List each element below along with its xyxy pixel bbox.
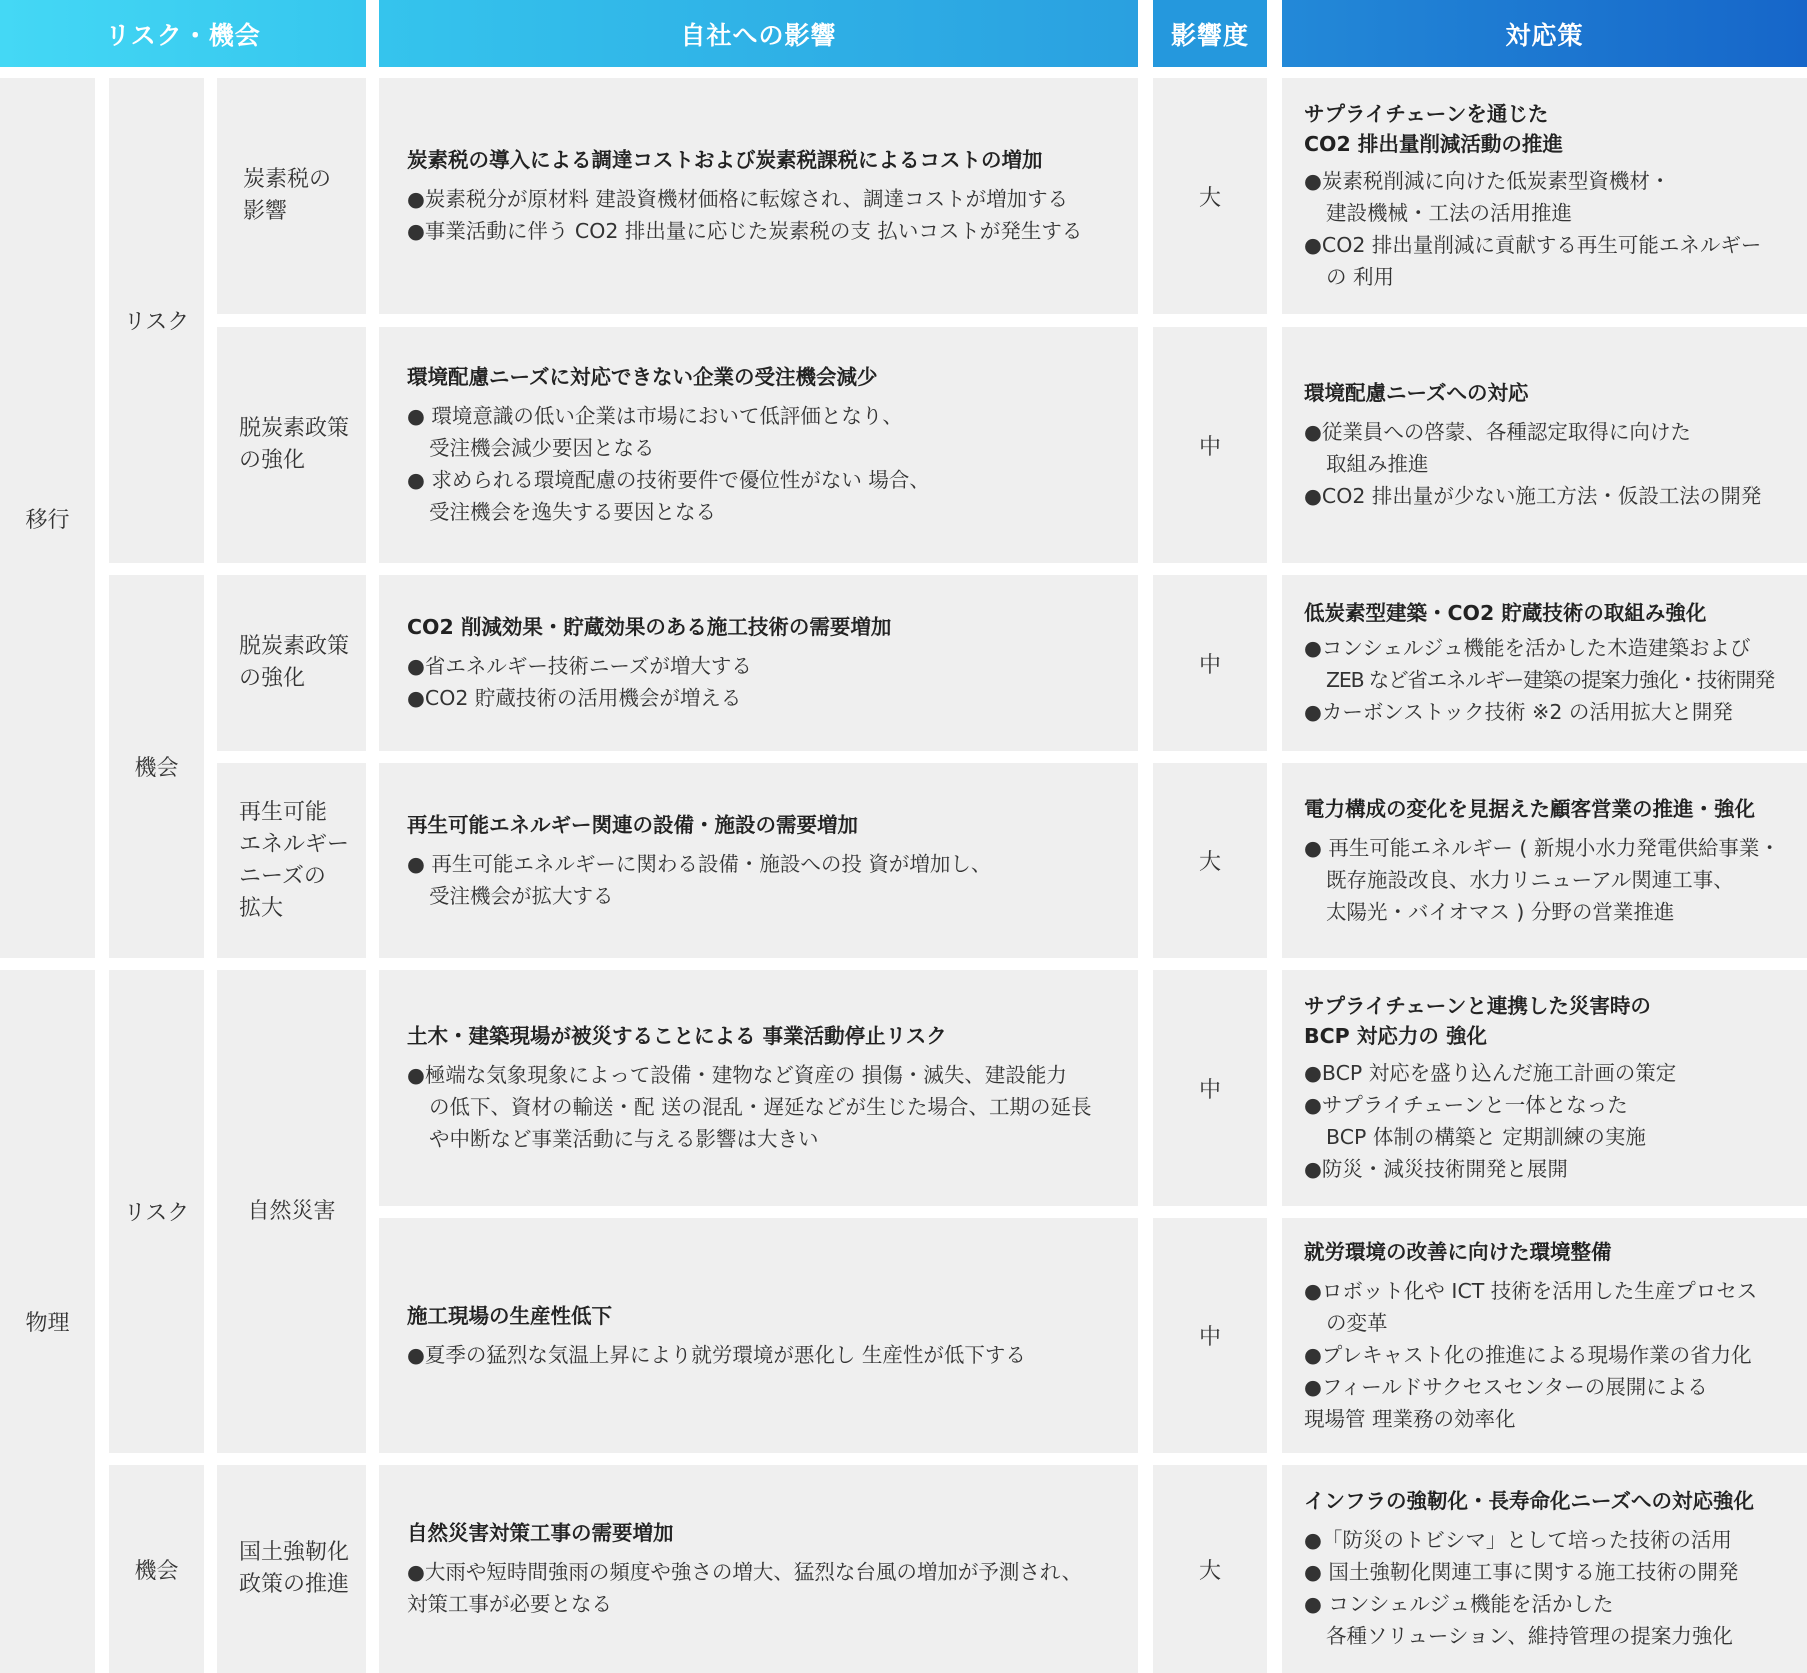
measure-line: ●従業員への啓蒙、各種認定取得に向けた <box>1304 420 1691 444</box>
type-risk-physical <box>109 970 204 1453</box>
factor-national-resilience <box>217 1465 366 1673</box>
degree-row-2 <box>1153 327 1267 563</box>
measure-title-line: サプライチェーンを通じた <box>1304 102 1549 126</box>
impact-line: ●事業活動に伴う CO2 排出量に応じた炭素税の支 払いコストが発生する <box>407 219 1083 243</box>
measure-row-4 <box>1282 763 1807 958</box>
measure-title-line: サプライチェーンと連携した災害時の <box>1304 994 1651 1018</box>
measure-line: 太陽光・バイオマス ) 分野の営業推進 <box>1326 899 1675 924</box>
degree-value: 大 <box>1198 185 1221 211</box>
measure-line: ●炭素税削減に向けた低炭素型資機材・ <box>1304 169 1671 193</box>
measure-line: ●サプライチェーンと一体となった <box>1304 1093 1628 1117</box>
impact-line: ● 求められる環境配慮の技術要件で優位性がない 場合、 <box>407 468 930 492</box>
measure-title <box>1304 99 1801 159</box>
measure-line: の変革 <box>1326 1310 1388 1335</box>
impact-line: の低下、資材の輸送・配 送の混乱・遅延などが生じた場合、工期の延長 <box>429 1095 1092 1119</box>
measure-title <box>1304 991 1801 1051</box>
impact-line: ●炭素税分が原材料 建設資機材価格に転嫁され、調達コストが増加する <box>407 187 1069 211</box>
measure-line: ●CO2 排出量が少ない施工方法・仮設工法の開発 <box>1304 484 1762 508</box>
measure-title-line: 電力構成の変化を見据えた顧客営業の推進・強化 <box>1304 796 1755 821</box>
factor-line: 自然災害 <box>247 1198 336 1224</box>
measure-title-line: 低炭素型建築・CO2 貯蔵技術の取組み強化 <box>1304 601 1707 625</box>
type-opportunity-label: 機会 <box>134 756 179 781</box>
measure-line: 取組み推進 <box>1326 452 1429 476</box>
factor-line: 脱炭素政策 <box>239 416 350 441</box>
factor-line: 脱炭素政策 <box>239 634 350 659</box>
factor-line: 拡大 <box>239 895 284 921</box>
measure-title-line: インフラの強靭化・長寿命化ニーズへの対応強化 <box>1304 1489 1754 1513</box>
measure-line: ● 再生可能エネルギー ( 新規小水力発電供給事業・ <box>1304 835 1780 860</box>
impact-line: や中断など事業活動に与える影響は大きい <box>429 1127 819 1151</box>
header-degree: 影響度 <box>1153 0 1267 67</box>
measure-title <box>1304 1237 1801 1267</box>
type-risk-label: リスク <box>123 310 190 335</box>
impact-row-3 <box>379 575 1138 751</box>
measure-row-3 <box>1282 575 1807 751</box>
category-transition-label: 移行 <box>25 507 70 533</box>
degree-row-5 <box>1153 970 1267 1206</box>
factor-renewable-energy <box>217 763 366 958</box>
measure-line: ●コンシェルジュ機能を活かした木造建築および <box>1304 636 1751 660</box>
factor-line: 国土強靭化 <box>239 1540 350 1565</box>
impact-row-7 <box>379 1465 1138 1673</box>
type-opportunity-physical <box>109 1465 204 1673</box>
impact-line: 受注機会を逸失する要因となる <box>429 500 716 524</box>
measure-line: 建設機械・工法の活用推進 <box>1326 201 1572 225</box>
measure-line: ●ロボット化や ICT 技術を活用した生産プロセス <box>1304 1278 1758 1303</box>
factor-line: の強化 <box>239 666 306 691</box>
type-risk-transition <box>109 78 204 563</box>
degree-value: 中 <box>1198 434 1221 460</box>
header-measures: 対応策 <box>1282 0 1807 67</box>
factor-line: の強化 <box>239 448 306 473</box>
category-transition <box>0 78 95 958</box>
category-physical-label: 物理 <box>25 1311 70 1336</box>
measure-line: ● コンシェルジュ機能を活かした <box>1304 1592 1614 1616</box>
type-opportunity-label: 機会 <box>134 1558 179 1584</box>
impact-title: CO2 削減効果・貯蔵効果のある施工技術の需要増加 <box>407 615 892 639</box>
measure-line: ●防災・減災技術開発と展開 <box>1304 1157 1568 1181</box>
factor-decarbonization-opportunity <box>217 575 366 751</box>
measure-title-line: BCP 対応力の 強化 <box>1304 1024 1487 1048</box>
impact-title: 土木・建築現場が被災することによる 事業活動停止リスク <box>407 1024 947 1048</box>
measure-line: ●カーボンストック技術 ※2 の活用拡大と開発 <box>1304 700 1733 724</box>
degree-value: 大 <box>1198 1558 1221 1584</box>
factor-line: 炭素税の <box>243 167 332 192</box>
measure-line: ●CO2 排出量削減に貢献する再生可能エネルギー <box>1304 233 1762 257</box>
measure-line: ●BCP 対応を盛り込んだ施工計画の策定 <box>1304 1061 1677 1085</box>
factor-line: 再生可能 <box>239 799 328 825</box>
measure-line: 既存施設改良、水力リニューアル関連工事、 <box>1326 867 1734 892</box>
measure-row-6 <box>1282 1218 1807 1453</box>
measure-line: BCP 体制の構築と 定期訓練の実施 <box>1326 1125 1646 1149</box>
impact-line: 対策工事が必要となる <box>407 1592 612 1616</box>
impact-line: 受注機会が拡大する <box>429 883 614 908</box>
impact-row-2 <box>379 327 1138 563</box>
factor-carbon-tax <box>217 78 366 314</box>
impact-title: 炭素税の導入による調達コストおよび炭素税課税によるコストの増加 <box>407 148 1043 172</box>
impact-row-4 <box>379 763 1138 958</box>
measure-line: ●フィールドサクセスセンターの展開による <box>1304 1374 1708 1399</box>
type-opportunity-transition <box>109 575 204 958</box>
measure-title <box>1304 794 1801 824</box>
factor-line: 影響 <box>243 199 288 224</box>
header-risk-opportunity: リスク・機会 <box>0 0 366 67</box>
measure-row-2 <box>1282 327 1807 563</box>
measure-line: ZEB など省エネルギー建築の提案力強化・技術開発 <box>1326 668 1775 692</box>
degree-row-1 <box>1153 78 1267 314</box>
category-physical <box>0 970 95 1673</box>
measure-line: 現場管 理業務の効率化 <box>1304 1406 1516 1431</box>
impact-title: 環境配慮ニーズに対応できない企業の受注機会減少 <box>407 365 878 389</box>
degree-row-3 <box>1153 575 1267 751</box>
factor-decarbonization-risk <box>217 327 366 563</box>
impact-line: ● 再生可能エネルギーに関わる設備・施設への投 資が増加し、 <box>407 851 992 876</box>
impact-line: ● 環境意識の低い企業は市場において低評価となり、 <box>407 404 903 428</box>
measure-line: の 利用 <box>1326 265 1395 289</box>
impact-line: ●大雨や短時間強雨の頻度や強さの増大、猛烈な台風の増加が予測され、 <box>407 1560 1083 1584</box>
impact-row-1 <box>379 78 1138 314</box>
impact-line: ●夏季の猛烈な気温上昇により就労環境が悪化し 生産性が低下する <box>407 1342 1026 1367</box>
degree-row-6 <box>1153 1218 1267 1453</box>
degree-value: 中 <box>1198 1325 1221 1350</box>
type-risk-label: リスク <box>123 1201 190 1226</box>
measure-line: ● 国土強靭化関連工事に関する施工技術の開発 <box>1304 1560 1739 1584</box>
impact-title: 施工現場の生産性低下 <box>407 1303 612 1328</box>
measure-title <box>1304 598 1801 628</box>
impact-line: ●極端な気象現象によって設備・建物など資産の 損傷・滅失、建設能力 <box>407 1063 1067 1087</box>
factor-line: ニーズの <box>239 863 326 889</box>
measure-title-line: 環境配慮ニーズへの対応 <box>1304 381 1529 405</box>
impact-title: 再生可能エネルギー関連の設備・施設の需要増加 <box>407 812 858 837</box>
measure-line: ●プレキャスト化の推進による現場作業の省力化 <box>1304 1342 1752 1367</box>
measure-row-7 <box>1282 1465 1807 1673</box>
impact-row-5 <box>379 970 1138 1206</box>
impact-line: 受注機会減少要因となる <box>429 436 655 460</box>
factor-line: エネルギー <box>239 831 350 857</box>
factor-natural-disaster <box>217 970 366 1453</box>
degree-row-7 <box>1153 1465 1267 1673</box>
degree-value: 大 <box>1198 850 1221 875</box>
degree-value: 中 <box>1198 1077 1221 1103</box>
measure-line: ●「防災のトビシマ」として培った技術の活用 <box>1304 1528 1732 1552</box>
impact-title: 自然災害対策工事の需要増加 <box>407 1521 674 1545</box>
measure-title-line: CO2 排出量削減活動の推進 <box>1304 132 1563 156</box>
measure-title <box>1304 1486 1801 1516</box>
measure-row-5 <box>1282 970 1807 1206</box>
measure-row-1 <box>1282 78 1807 314</box>
impact-row-6 <box>379 1218 1138 1453</box>
measure-line: 各種ソリューション、維持管理の提案力強化 <box>1326 1624 1733 1648</box>
factor-line: 政策の推進 <box>239 1572 350 1597</box>
measure-title-line: 就労環境の改善に向けた環境整備 <box>1304 1239 1612 1264</box>
impact-line: ●省エネルギー技術ニーズが増大する <box>407 654 752 678</box>
header-impact: 自社への影響 <box>379 0 1138 67</box>
measure-title <box>1304 378 1801 408</box>
degree-value: 中 <box>1198 652 1221 678</box>
degree-row-4 <box>1153 763 1267 958</box>
impact-line: ●CO2 貯蔵技術の活用機会が増える <box>407 686 742 710</box>
